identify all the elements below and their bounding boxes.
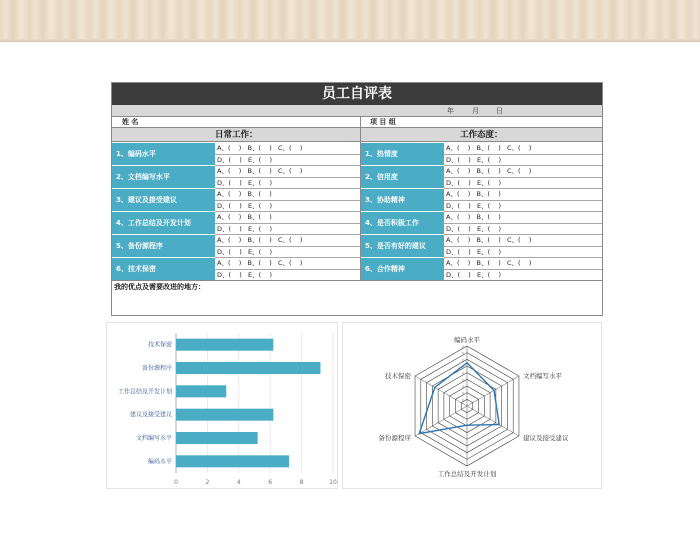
rating-options[interactable]: D、( ) E、( ) <box>215 224 360 236</box>
bar-chart-panel <box>106 322 338 489</box>
rating-options[interactable]: D、( ) E、( ) <box>444 224 602 236</box>
radar-scale-label: 0 <box>461 365 464 369</box>
radar-spoke <box>467 376 519 406</box>
category-label: 2、文档编写水平 <box>112 166 215 189</box>
rating-options[interactable]: A、( ) B、( ) C、( ) <box>444 143 602 155</box>
rating-options[interactable]: D、( ) E、( ) <box>444 247 602 259</box>
category-label: 5、是否有好的建议 <box>361 235 444 258</box>
radar-scale-label: 0 <box>461 391 464 396</box>
radar-chart-panel <box>342 322 602 489</box>
bar <box>176 385 226 397</box>
self-evaluation-sheet <box>111 82 603 316</box>
category-label: 5、备份源程序 <box>112 235 215 258</box>
name-label: 姓 名 <box>122 118 139 126</box>
bar <box>176 455 289 467</box>
radar-axis-label: 工作总结及开发计划 <box>437 470 497 478</box>
category-label: 3、协助精神 <box>361 189 444 212</box>
radar-spoke <box>415 376 467 406</box>
daily-work-header: 日常工作： <box>215 130 258 140</box>
x-tick-label: 4 <box>236 479 241 486</box>
attitude-header: 工作态度： <box>460 130 503 140</box>
rating-options[interactable]: D、( ) E、( ) <box>215 201 360 213</box>
month-label: 月 <box>472 107 479 115</box>
rating-options[interactable]: A、( ) B、( ) C、( ) <box>215 258 360 270</box>
project-label: 项 目 组 <box>370 118 396 126</box>
rating-options[interactable]: A、( ) B、( ) <box>444 212 602 224</box>
bar <box>176 339 273 351</box>
category-label: 1、编码水平 <box>112 143 215 166</box>
radar-chart <box>343 323 603 490</box>
category-label: 6、合作精神 <box>361 258 444 281</box>
rating-options[interactable]: D、( ) E、( ) <box>215 155 360 167</box>
wood-background <box>0 0 700 42</box>
rating-options[interactable]: D、( ) E、( ) <box>444 270 602 282</box>
x-tick-label: 8 <box>299 479 304 486</box>
bar <box>176 409 273 421</box>
name-row <box>112 117 602 128</box>
category-label: 4、是否积极工作 <box>361 212 444 235</box>
rating-options[interactable]: D、( ) E、( ) <box>444 155 602 167</box>
remark-label: 我的优点及需要改进的地方： <box>112 280 602 293</box>
radar-scale-label: 0 <box>461 385 464 389</box>
radar-axis-label: 备份源程序 <box>378 434 412 442</box>
bar <box>176 432 258 444</box>
rating-options[interactable]: A、( ) B、( ) <box>215 189 360 201</box>
radar-scale-label: 0 <box>461 351 464 356</box>
category-tick-label: 技术保密 <box>147 341 172 349</box>
rating-options[interactable]: A、( ) B、( ) C、( ) <box>444 166 602 178</box>
rating-options[interactable]: A、( ) B、( ) <box>444 189 602 201</box>
category-label: 6、技术保密 <box>112 258 215 281</box>
radar-axis-label: 编码水平 <box>454 336 480 344</box>
rating-options[interactable]: A、( ) B、( ) C、( ) <box>215 235 360 247</box>
rating-options[interactable]: A、( ) B、( ) <box>215 212 360 224</box>
rating-options[interactable]: D、( ) E、( ) <box>215 247 360 259</box>
day-label: 日 <box>496 107 503 115</box>
category-tick-label: 编码水平 <box>147 458 172 466</box>
rating-options[interactable]: A、( ) B、( ) C、( ) <box>444 235 602 247</box>
year-label: 年 <box>447 107 454 115</box>
x-tick-label: 2 <box>205 479 210 486</box>
radar-axis-label: 技术保密 <box>385 372 412 380</box>
section-header-row <box>112 128 602 142</box>
center-divider <box>360 117 361 280</box>
rating-options[interactable]: D、( ) E、( ) <box>444 178 602 190</box>
rating-options[interactable]: A、( ) B、( ) C、( ) <box>215 143 360 155</box>
radar-scale-label: 0 <box>461 398 464 403</box>
category-label: 2、信用度 <box>361 166 444 189</box>
x-tick-label: 10 <box>329 479 337 486</box>
rating-options[interactable]: A、( ) B、( ) C、( ) <box>215 166 360 178</box>
category-label: 4、工作总结及开发计划 <box>112 212 215 235</box>
date-row <box>112 105 602 117</box>
bar-chart <box>107 323 339 490</box>
category-label: 1、热情度 <box>361 143 444 166</box>
category-tick-label: 工作总结及开发计划 <box>117 388 172 396</box>
category-tick-label: 备份源程序 <box>141 365 172 372</box>
radar-scale-label: 0 <box>461 358 464 363</box>
radar-axis-label: 文档编写水平 <box>522 372 562 380</box>
bar <box>176 362 320 374</box>
rating-options[interactable]: A、( ) B、( ) C、( ) <box>444 258 602 270</box>
x-tick-label: 6 <box>268 479 273 486</box>
category-tick-label: 文档编写水平 <box>135 435 172 442</box>
rating-options[interactable]: D、( ) E、( ) <box>215 178 360 190</box>
rating-options[interactable]: D、( ) E、( ) <box>215 270 360 282</box>
radar-scale-label: 0 <box>461 371 464 376</box>
radar-scale-label: 0 <box>461 345 464 349</box>
radar-spoke <box>467 406 519 436</box>
rating-options[interactable]: D、( ) E、( ) <box>444 201 602 213</box>
sheet-title: 员工自评表 <box>112 83 602 105</box>
category-tick-label: 建议及接受建议 <box>129 411 172 419</box>
x-tick-label: 0 <box>174 479 178 486</box>
category-label: 3、建议及接受建议 <box>112 189 215 212</box>
radar-scale-label: 0 <box>461 378 464 383</box>
radar-axis-label: 建议及接受建议 <box>522 434 569 442</box>
